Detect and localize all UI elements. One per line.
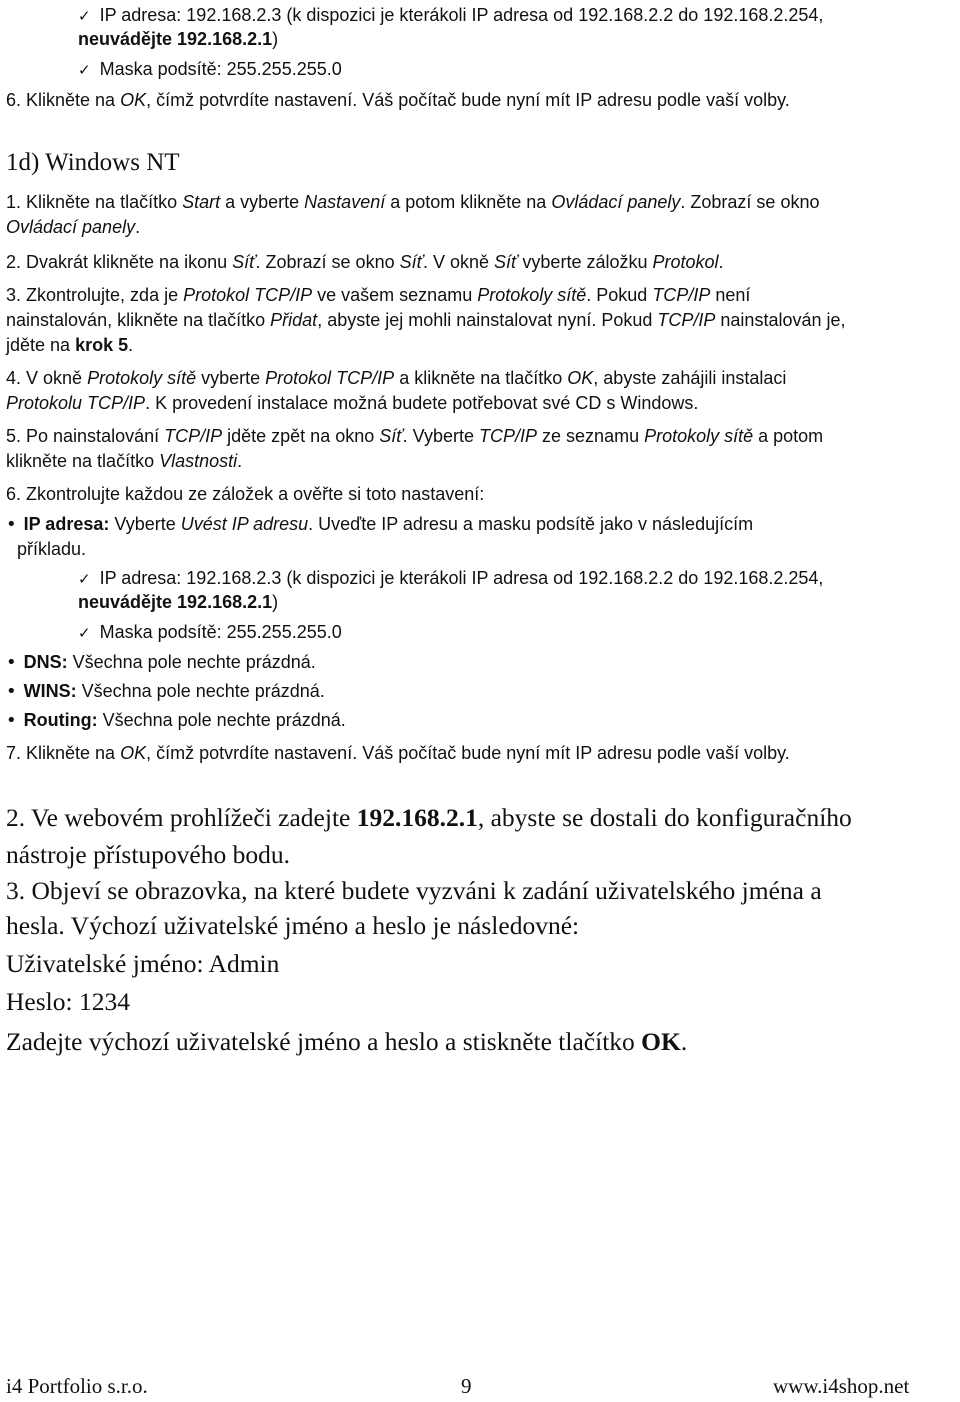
bullet-dns: • DNS: Všechna pole nechte prázdná. [6, 650, 316, 675]
step-1: 1. Klikněte na tlačítko Start a vyberte Nastavení a potom klikněte na Ovládací panely. Zobrazí se okno [6, 192, 820, 212]
step-6: 6. Zkontrolujte každou ze záložek a ověřte si toto nastavení: [6, 484, 485, 504]
footer-website: www.i4shop.net [773, 1374, 910, 1398]
main-step-3: 3. Objeví se obrazovka, na které budete vyzváni k zadání uživatelského jména a [6, 876, 822, 905]
step-3-continuation: nainstalován, klikněte na tlačítko Přidat, abyste jej mohli nainstalovat nyní. Pokud TCP/IP nainstalován je, [6, 310, 846, 330]
footer-page-number: 9 [461, 1374, 472, 1398]
bullet-ip-continuation: příkladu. [17, 539, 87, 559]
bullet-ip: • IP adresa: Vyberte Uvést IP adresu. Uveďte IP adresu a masku podsítě jako v následujícím [6, 512, 753, 537]
step-2: 2. Dvakrát klikněte na ikonu Síť. Zobrazí se okno Síť. V okně Síť vyberte záložku Protokol. [6, 252, 724, 272]
main-step-2-continuation: nástroje přístupového bodu. [6, 840, 290, 869]
step-3-continuation: jděte na krok 5. [6, 335, 134, 355]
step-4-continuation: Protokolu TCP/IP. K provedení instalace možná budete potřebovat své CD s Windows. [6, 393, 699, 413]
step-3: 3. Zkontrolujte, zda je Protokol TCP/IP ve vašem seznamu Protokoly sítě. Pokud TCP/IP není [6, 285, 751, 305]
bullet-routing: • Routing: Všechna pole nechte prázdná. [6, 708, 346, 733]
main-step-3-continuation: hesla. Výchozí uživatelské jméno a heslo je následovné: [6, 911, 580, 940]
checklist-item: ✓ IP adresa: 192.168.2.3 (k dispozici je kterákoli IP adresa od 192.168.2.2 do 192.168.2.254, [78, 566, 823, 592]
step-7: 7. Klikněte na OK, čímž potvrdíte nastavení. Váš počítač bude nyní mít IP adresu podle vaší volby. [6, 743, 790, 763]
checklist-item: ✓ IP adresa: 192.168.2.3 (k dispozici je kterákoli IP adresa od 192.168.2.2 do 192.168.2.254, [78, 3, 823, 29]
step-4: 4. V okně Protokoly sítě vyberte Protokol TCP/IP a klikněte na tlačítko OK, abyste zahájili instalaci [6, 368, 787, 388]
checklist-item-continuation: neuvádějte 192.168.2.1) [78, 592, 279, 612]
main-step-2: 2. Ve webovém prohlížeči zadejte 192.168.2.1, abyste se dostali do konfiguračního [6, 803, 852, 832]
checklist-item: ✓ Maska podsítě: 255.255.255.0 [78, 620, 342, 646]
section-heading: 1d) Windows NT [6, 149, 180, 176]
default-username: Uživatelské jméno: Admin [6, 949, 280, 978]
step-5-continuation: klikněte na tlačítko Vlastnosti. [6, 451, 243, 471]
step-5: 5. Po nainstalování TCP/IP jděte zpět na okno Síť. Vyberte TCP/IP ze seznamu Protokoly sítě a potom [6, 426, 824, 446]
final-instruction: Zadejte výchozí uživatelské jméno a heslo a stiskněte tlačítko OK. [6, 1027, 688, 1056]
step-6: 6. Klikněte na OK, čímž potvrdíte nastavení. Váš počítač bude nyní mít IP adresu podle vaší volby. [6, 90, 790, 110]
checklist-item: ✓ Maska podsítě: 255.255.255.0 [78, 57, 342, 83]
step-1-continuation: Ovládací panely. [6, 217, 141, 237]
footer-company: i4 Portfolio s.r.o. [6, 1374, 148, 1398]
bullet-wins: • WINS: Všechna pole nechte prázdná. [6, 679, 325, 704]
default-password: Heslo: 1234 [6, 987, 130, 1016]
checklist-item-continuation: neuvádějte 192.168.2.1) [78, 29, 279, 49]
